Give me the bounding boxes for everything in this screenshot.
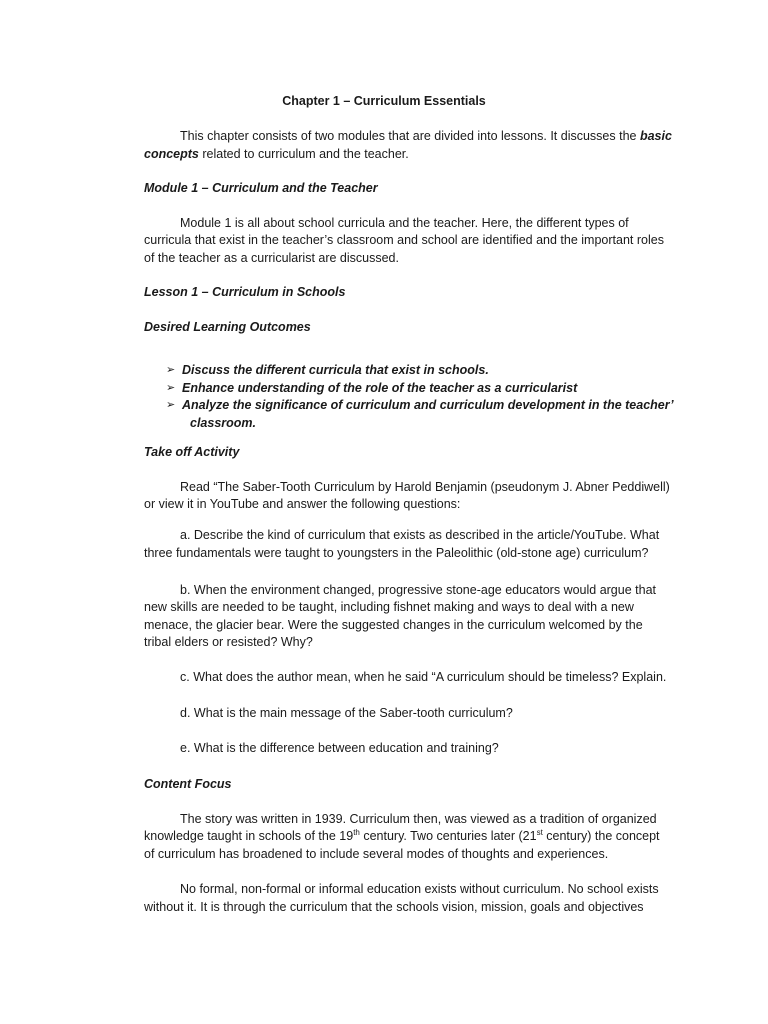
module-text-line-3: of the teacher as a curricularist are discussed. — [144, 251, 399, 265]
outcome-item — [166, 380, 674, 398]
content-p1-text: century) the concept — [542, 829, 660, 843]
intro-line-1 — [144, 128, 684, 146]
content-p1-text: century. Two centuries later (21 — [359, 829, 537, 843]
outcomes-list — [166, 362, 674, 432]
content-p1-line-2 — [144, 828, 684, 846]
takeoff-text-line-2: or view it in YouTube and answer the following questions: — [144, 497, 461, 511]
intro-emphasis: basic — [639, 129, 672, 143]
superscript: st — [536, 828, 543, 837]
module-heading: Module 1 – Curriculum and the Teacher — [144, 181, 378, 195]
outcomes-heading: Desired Learning Outcomes — [144, 320, 311, 334]
outcome-text: Discuss the different curricula that exist in schools. — [182, 363, 489, 377]
question-a-line-2: three fundamentals were taught to youngsters in the Paleolithic (old-stone age) curriculum? — [144, 546, 649, 560]
content-p2-line-1: No formal, non-formal or informal education exists without curriculum. No school exists — [180, 882, 659, 896]
module-text-line-2: curricula that exist in the teacher’s classroom and school are identified and the important roles — [144, 233, 664, 247]
intro-line-2 — [144, 146, 684, 164]
intro-text-2: related to curriculum and the teacher. — [198, 147, 409, 161]
content-p1-line-1: The story was written in 1939. Curriculum then, was viewed as a tradition of organized — [180, 812, 657, 826]
question-b-line-1: b. When the environment changed, progressive stone-age educators would argue that — [180, 583, 656, 597]
outcome-item — [166, 362, 674, 380]
question-b-line-4: tribal elders or resisted? Why? — [144, 635, 313, 649]
takeoff-text-line-1: Read “The Saber-Tooth Curriculum by Harold Benjamin (pseudonym J. Abner Peddiwell) — [180, 480, 670, 494]
chapter-title: Chapter 1 – Curriculum Essentials — [282, 94, 486, 108]
outcome-text: Enhance understanding of the role of the teacher as a curricularist — [182, 380, 578, 395]
question-a-line-1: a. Describe the kind of curriculum that exists as described in the article/YouTube. What — [180, 528, 660, 542]
outcome-text-continued: classroom. — [190, 415, 257, 430]
superscript: th — [353, 828, 360, 837]
content-heading: Content Focus — [144, 777, 232, 791]
content-p1-text: knowledge taught in schools of the 19 — [144, 829, 354, 843]
lesson-heading: Lesson 1 – Curriculum in Schools — [144, 285, 346, 299]
intro-text: This chapter consists of two modules that are divided into lessons. It discusses the — [180, 129, 640, 143]
question-d: d. What is the main message of the Saber-tooth curriculum? — [180, 706, 513, 720]
arrow-bullet-icon: ➢ — [166, 399, 176, 412]
arrow-bullet-icon: ➢ — [166, 381, 176, 394]
module-text-line-1: Module 1 is all about school curricula and the teacher. Here, the different types of — [180, 216, 629, 230]
question-c: c. What does the author mean, when he said “A curriculum should be timeless? Explain. — [180, 670, 667, 684]
question-e: e. What is the difference between education and training? — [180, 741, 499, 755]
outcome-text: Analyze the significance of curriculum and curriculum development in the teacher’ — [182, 398, 674, 413]
arrow-bullet-icon: ➢ — [166, 364, 176, 376]
takeoff-heading: Take off Activity — [144, 445, 240, 459]
intro-emphasis-2: concepts — [144, 147, 199, 161]
content-p1-line-3: of curriculum has broadened to include several modes of thoughts and experiences. — [144, 847, 609, 861]
question-b-line-3: menace, the glacier bear. Were the suggested changes in the curriculum welcomed by the — [144, 618, 643, 632]
question-b-line-2: new skills are needed to be taught, including fishnet making and ways to deal with a new — [144, 600, 634, 614]
content-p2-line-2: without it. It is through the curriculum that the schools vision, mission, goals and objectives — [144, 900, 644, 914]
outcome-item — [166, 397, 674, 432]
